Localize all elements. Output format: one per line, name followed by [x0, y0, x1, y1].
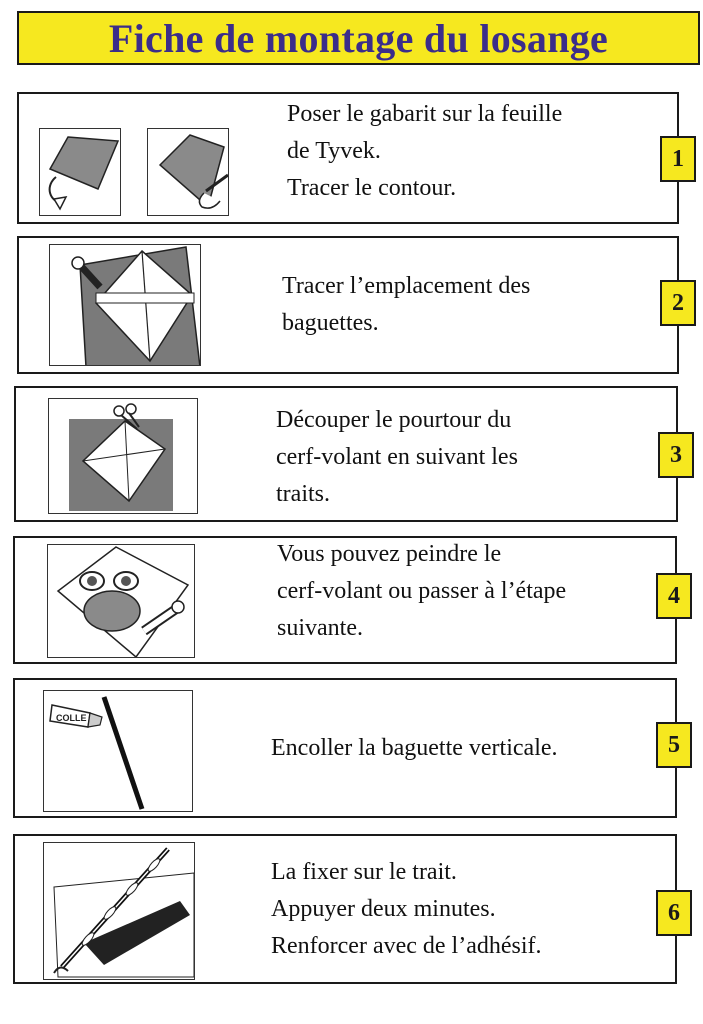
step-1 [17, 92, 679, 224]
step-3-line-3: traits. [276, 481, 330, 507]
kite-ruler-pencil-icon [50, 245, 201, 366]
step-4 [13, 536, 677, 664]
step-6 [13, 834, 677, 984]
step-2 [17, 236, 679, 374]
fixed-spar-tape-icon [44, 843, 195, 980]
template-sheet-icon [40, 129, 121, 216]
step-4-line-3: suivante. [277, 615, 363, 641]
step-4-number: 4 [656, 573, 692, 619]
step-2-text [282, 268, 530, 342]
step-3-number: 3 [658, 432, 694, 478]
step-3-illustration [48, 398, 198, 514]
step-4-illustration [47, 544, 195, 658]
title-banner [17, 11, 700, 65]
step-5-line-1: Encoller la baguette verticale. [271, 735, 558, 761]
step-2-line-1: Tracer l’emplacement des [282, 273, 531, 299]
step-1-line-2: de Tyvek. [287, 138, 381, 164]
step-5-number: 5 [656, 722, 692, 768]
step-5-text [271, 730, 558, 767]
step-1-line-1: Poser le gabarit sur la feuille [287, 101, 563, 127]
step-1-number: 1 [660, 136, 696, 182]
step-4-text [277, 536, 566, 647]
scissors-cut-icon [49, 399, 198, 514]
page-title: Fiche de montage du losange [108, 15, 609, 61]
step-2-illustration [49, 244, 201, 366]
painted-kite-face-icon [48, 545, 195, 658]
step-1-illustration-trace [147, 128, 229, 216]
step-6-text [271, 854, 542, 965]
step-3-line-1: Découper le pourtour du [276, 407, 512, 433]
glue-tube-spar-icon [44, 691, 193, 812]
step-4-line-1: Vous pouvez peindre le [277, 541, 502, 567]
step-4-line-2: cerf-volant ou passer à l’étape [277, 578, 567, 604]
step-3-text [276, 402, 518, 513]
step-3-line-2: cerf-volant en suivant les [276, 444, 518, 470]
step-6-line-3: Renforcer avec de l’adhésif. [271, 933, 542, 959]
step-2-line-2: baguettes. [282, 310, 379, 336]
step-6-number: 6 [656, 890, 692, 936]
pencil-trace-icon [148, 129, 229, 216]
step-3 [14, 386, 678, 522]
step-2-number: 2 [660, 280, 696, 326]
step-5 [13, 678, 677, 818]
step-1-line-3: Tracer le contour. [287, 175, 457, 201]
step-6-line-2: Appuyer deux minutes. [271, 896, 496, 922]
glue-label: COLLE [56, 713, 87, 723]
step-6-illustration [43, 842, 195, 980]
step-6-line-1: La fixer sur le trait. [271, 859, 457, 885]
step-1-text [287, 96, 562, 207]
step-5-illustration [43, 690, 193, 812]
step-1-illustration [39, 128, 121, 216]
